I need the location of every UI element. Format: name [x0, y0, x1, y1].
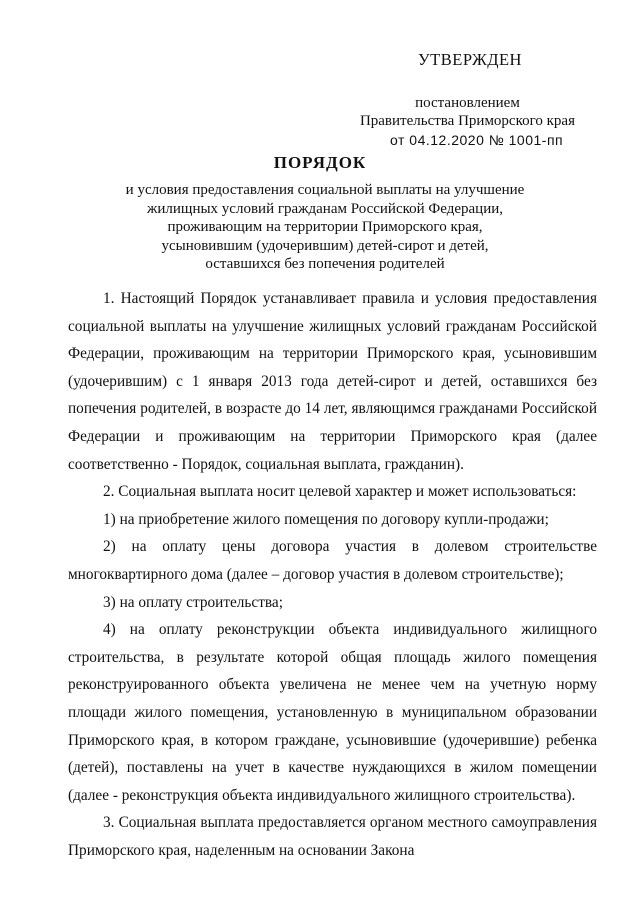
- paragraph-2: 2. Социальная выплата носит целевой характер и может использоваться:: [103, 483, 577, 501]
- paragraph-2-item-2: 2) на оплату цены договора участия в долевом строительстве многоквартирного дома (далее – договор участия в долевом строительстве);: [68, 538, 597, 583]
- subtitle-line: и условия предоставления социальной выплаты на улучшение: [125, 182, 525, 198]
- subtitle-line: жилищных условий гражданам Российской Федерации,: [147, 200, 503, 217]
- paragraph-2-item-1: 1) на приобретение жилого помещения по договору купли-продажи;: [103, 510, 549, 528]
- subtitle-line: усыновившим (удочерившим) детей-сирот и детей,: [161, 237, 489, 254]
- subtitle-line: оставшихся без попечения родителей: [205, 256, 445, 272]
- paragraph-1: 1. Настоящий Порядок устанавливает правила и условия предоставления социальной выплаты на улучшение жилищных условий гражданам Российской Федерации, проживающим на территории Приморского края, усыновившим (удочерившим) с 1 января 2013 года детей-сирот и детей, оставшихся без попечения родителей, в возрасте до 14 лет, являющимся гражданами Российской Федерации и проживающим на территории Приморского края (далее соответственно - Порядок, социальная выплата, гражданин).: [68, 290, 597, 473]
- paragraph-2-item-3: 3) на оплату строительства;: [103, 593, 283, 611]
- subtitle-line: проживающим на территории Приморского края,: [167, 219, 483, 235]
- decree-line-2: Правительства Приморского края: [359, 113, 575, 129]
- document-title: ПОРЯДОК: [273, 153, 367, 172]
- document-subtitle: [60, 181, 590, 274]
- approved-stamp: УТВЕРЖДЕН: [418, 50, 522, 69]
- decree-number: от 04.12.2020 № 1001-пп: [390, 132, 564, 148]
- paragraph-3: 3. Социальная выплата предоставляется органом местного самоуправления Приморского края, наделенным на основании Закона: [68, 814, 597, 859]
- paragraph-2-item-4: 4) на оплату реконструкции объекта индивидуального жилищного строительства, в результате которой общая площадь жилого помещения реконструированного объекта увеличена не менее чем на учетную норму площади жилого помещения, установленную в муниципальном образовании Приморского края, в котором граждане, усыновившие (удочерившие) ребенка (детей), поставлены на учет в качестве нуждающихся в жилом помещении (далее - реконструкция объекта индивидуального жилищного строительства).: [68, 621, 597, 804]
- document-body: [68, 285, 597, 864]
- decree-reference: [360, 94, 575, 130]
- decree-line-1: постановлением: [415, 95, 520, 111]
